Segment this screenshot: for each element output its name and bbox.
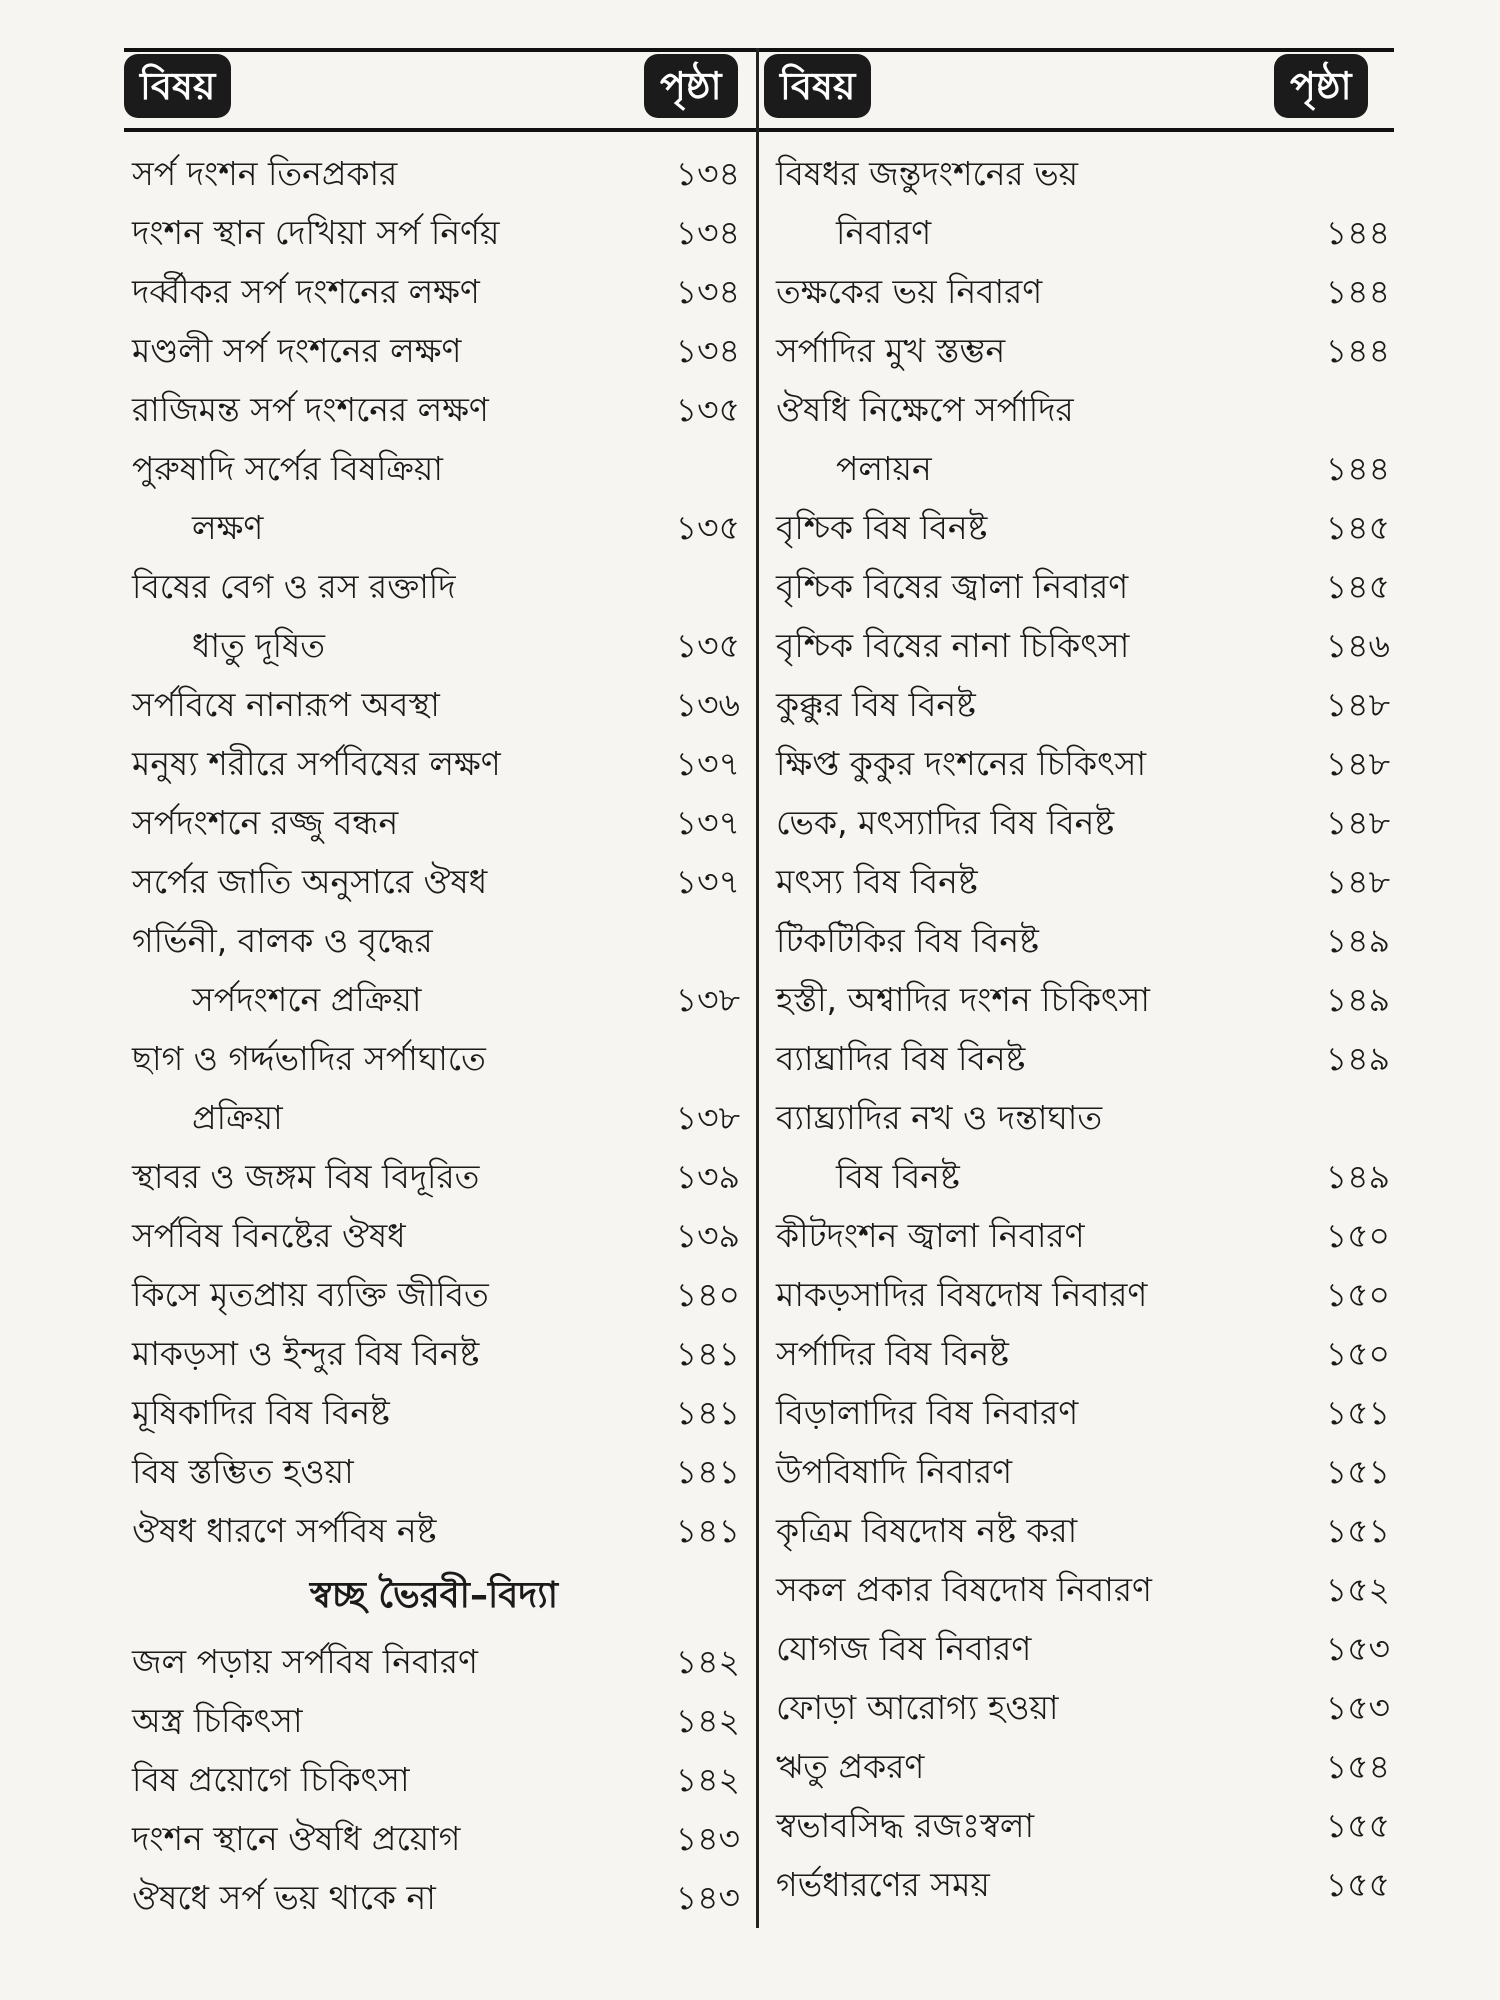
toc-entry (768, 911, 1394, 970)
entry-title: পলায়ন (836, 449, 932, 488)
entry-page-number: ১৩৪ (675, 272, 740, 311)
entry-title: কৃত্রিম বিষদোষ নষ্ট করা (776, 1511, 1078, 1550)
toc-entry (124, 1029, 744, 1088)
toc-entry (124, 203, 744, 262)
entry-page-number: ১৪৬ (1325, 626, 1390, 665)
entry-page-number: ১৩৪ (675, 331, 740, 370)
entry-title: অস্ত্র চিকিৎসা (132, 1701, 303, 1740)
toc-entry (124, 1691, 744, 1750)
entry-page-number: ১৪৯ (1325, 1157, 1390, 1196)
table-of-contents (124, 48, 1394, 1948)
entry-title: বিষ প্রয়োগে চিকিৎসা (132, 1760, 410, 1799)
entry-page-number: ১৪৪ (1325, 449, 1390, 488)
left-subject-heading: বিষয় (124, 54, 231, 118)
toc-entry (768, 1501, 1394, 1560)
entry-page-number: ১৪৪ (1325, 331, 1390, 370)
toc-entry (768, 1265, 1394, 1324)
entry-title: স্বভাবসিদ্ধ রজঃস্বলা (776, 1806, 1035, 1845)
entry-page-number: ১৫৩ (1325, 1629, 1390, 1668)
entry-page-number: ১৫৫ (1325, 1865, 1390, 1904)
entry-title: ঔষধি নিক্ষেপে সর্পাদির (776, 390, 1074, 429)
entry-page-number: ১৪৮ (1325, 862, 1390, 901)
entry-page-number: ১৫৩ (1325, 1688, 1390, 1727)
right-subject-heading: বিষয় (764, 54, 871, 118)
entry-title: নিবারণ (836, 213, 932, 252)
toc-entry (124, 675, 744, 734)
entry-page-number: ১৩৫ (675, 626, 740, 665)
entry-title: সকল প্রকার বিষদোষ নিবারণ (776, 1570, 1152, 1609)
entry-title: মাকড়সা ও ইন্দুর বিষ বিনষ্ট (132, 1334, 480, 1373)
toc-entry (768, 498, 1394, 557)
entry-title: গর্ভিনী, বালক ও বৃদ্ধের (132, 921, 433, 960)
toc-entry (124, 793, 744, 852)
toc-entry (124, 734, 744, 793)
entry-title: ছাগ ও গর্দ্দভাদির সর্পাঘাতে (132, 1039, 486, 1078)
entry-title: হস্তী, অশ্বাদির দংশন চিকিৎসা (776, 980, 1150, 1019)
toc-entry (768, 1796, 1394, 1855)
entry-title: মনুষ্য শরীরে সর্পবিষের লক্ষণ (132, 744, 501, 783)
toc-entry (124, 1868, 744, 1927)
toc-entry (124, 1147, 744, 1206)
entry-page-number: ১৩৮ (675, 1098, 740, 1137)
entry-page-number: ১৪৫ (1325, 508, 1390, 547)
toc-entry (768, 1383, 1394, 1442)
right-page-heading: পৃষ্ঠা (1274, 54, 1368, 118)
entry-title: বৃশ্চিক বিষের জ্বালা নিবারণ (776, 567, 1129, 606)
entry-title: লক্ষণ (192, 508, 264, 547)
entry-title: কুক্কুর বিষ বিনষ্ট (776, 685, 976, 724)
toc-entry (768, 1678, 1394, 1737)
entry-page-number: ১৩৫ (675, 508, 740, 547)
toc-entry (124, 1501, 744, 1560)
toc-entry (768, 380, 1394, 439)
entry-title: সর্পদংশনে রজ্জু বন্ধন (132, 803, 399, 842)
toc-entry (124, 557, 744, 616)
entry-page-number: ১৫১ (1325, 1452, 1390, 1491)
toc-entry (768, 203, 1394, 262)
toc-entry (768, 1560, 1394, 1619)
toc-entry (768, 1442, 1394, 1501)
toc-entry (768, 852, 1394, 911)
entry-page-number: ১৫১ (1325, 1393, 1390, 1432)
entry-title: স্বচ্ছ ভৈরবী–বিদ্যা (309, 1575, 559, 1616)
entry-title: মণ্ডলী সর্প দংশনের লক্ষণ (132, 331, 462, 370)
entry-page-number: ১৪৯ (1325, 980, 1390, 1019)
toc-entry (768, 557, 1394, 616)
toc-entry (124, 1750, 744, 1809)
entry-title: বিষ বিনষ্ট (836, 1157, 960, 1196)
entry-page-number: ১৪২ (675, 1701, 740, 1740)
entry-title: বৃশ্চিক বিষের নানা চিকিৎসা (776, 626, 1130, 665)
entry-page-number: ১৫৫ (1325, 1806, 1390, 1845)
toc-entry (124, 1324, 744, 1383)
entry-page-number: ১৪৮ (1325, 685, 1390, 724)
entry-title: বিড়ালাদির বিষ নিবারণ (776, 1393, 1079, 1432)
entry-page-number: ১৪০ (675, 1275, 740, 1314)
toc-entry (768, 1206, 1394, 1265)
entry-page-number: ১৪১ (675, 1393, 740, 1432)
entry-page-number: ১৩৭ (675, 744, 740, 783)
entry-page-number: ১৪১ (675, 1511, 740, 1550)
column-divider (756, 48, 759, 1928)
entry-page-number: ১৩৮ (675, 980, 740, 1019)
entry-title: সর্পের জাতি অনুসারে ঔষধ (132, 862, 488, 901)
toc-entry (768, 675, 1394, 734)
entry-page-number: ১৩৪ (675, 154, 740, 193)
toc-entry (124, 616, 744, 675)
entry-page-number: ১৩৫ (675, 390, 740, 429)
entry-title: বৃশ্চিক বিষ বিনষ্ট (776, 508, 988, 547)
toc-entry (768, 970, 1394, 1029)
entry-page-number: ১৪৯ (1325, 921, 1390, 960)
entry-title: দর্ব্বীকর সর্প দংশনের লক্ষণ (132, 272, 480, 311)
toc-entry (124, 1383, 744, 1442)
toc-entry (124, 144, 744, 203)
entry-title: তক্ষকের ভয় নিবারণ (776, 272, 1043, 311)
entry-title: মৎস্য বিষ বিনষ্ট (776, 862, 978, 901)
entry-page-number: ১৪৫ (1325, 567, 1390, 606)
toc-entry (768, 1324, 1394, 1383)
entry-page-number: ১৪২ (675, 1642, 740, 1681)
entry-title: ঋতু প্রকরণ (776, 1747, 925, 1786)
entry-page-number: ১৫০ (1325, 1334, 1390, 1373)
entry-title: রাজিমন্ত সর্প দংশনের লক্ষণ (132, 390, 489, 429)
entry-title: ঔষধ ধারণে সর্পবিষ নষ্ট (132, 1511, 437, 1550)
toc-entry (768, 262, 1394, 321)
entry-title: ক্ষিপ্ত কুকুর দংশনের চিকিৎসা (776, 744, 1147, 783)
entry-title: বিষধর জন্তুদংশনের ভয় (776, 154, 1079, 193)
toc-entry (124, 498, 744, 557)
entry-title: প্রক্রিয়া (192, 1098, 283, 1137)
entry-title: মাকড়সাদির বিষদোষ নিবারণ (776, 1275, 1148, 1314)
entry-title: ব্যাঘ্র্যাদির নখ ও দন্তাঘাত (776, 1098, 1103, 1137)
entry-title: যোগজ বিষ নিবারণ (776, 1629, 1032, 1668)
entry-page-number: ১৩৭ (675, 803, 740, 842)
header-top-rule (124, 48, 1394, 52)
entry-page-number: ১৩৭ (675, 862, 740, 901)
toc-entry (124, 1809, 744, 1868)
entry-page-number: ১৪৮ (1325, 744, 1390, 783)
entry-title: টিকটিকির বিষ বিনষ্ট (776, 921, 1039, 960)
entry-page-number: ১৪৪ (1325, 213, 1390, 252)
entry-title: সর্পবিষে নানারূপ অবস্থা (132, 685, 440, 724)
toc-entry (124, 321, 744, 380)
entry-title: সর্পাদির মুখ স্তম্ভন (776, 331, 1006, 370)
toc-entry (124, 970, 744, 1029)
toc-entry (768, 144, 1394, 203)
entry-page-number: ১৫২ (1325, 1570, 1390, 1609)
toc-entry (768, 734, 1394, 793)
entry-page-number: ১৪৪ (1325, 272, 1390, 311)
toc-entry (124, 1206, 744, 1265)
entry-title: পুরুষাদি সর্পের বিষক্রিয়া (132, 449, 443, 488)
entry-title: জল পড়ায় সর্পবিষ নিবারণ (132, 1642, 478, 1681)
toc-entry (124, 439, 744, 498)
toc-entry (768, 1855, 1394, 1914)
entry-page-number: ১৩৪ (675, 213, 740, 252)
toc-entry (768, 1147, 1394, 1206)
toc-entry (768, 1029, 1394, 1088)
toc-entry (124, 1632, 744, 1691)
entry-title: বিষের বেগ ও রস রক্তাদি (132, 567, 456, 606)
entry-page-number: ১৪৯ (1325, 1039, 1390, 1078)
entry-title: কিসে মৃতপ্রায় ব্যক্তি জীবিত (132, 1275, 489, 1314)
entry-title: ঔষধে সর্প ভয় থাকে না (132, 1878, 436, 1917)
entry-title: সর্পদংশনে প্রক্রিয়া (192, 980, 422, 1019)
entry-title: স্থাবর ও জঙ্গম বিষ বিদূরিত (132, 1157, 480, 1196)
toc-entry (124, 852, 744, 911)
entry-page-number: ১৪৩ (675, 1819, 740, 1858)
entry-page-number: ১৩৯ (675, 1157, 740, 1196)
entry-title: ভেক, মৎস্যাদির বিষ বিনষ্ট (776, 803, 1115, 842)
toc-entry (768, 439, 1394, 498)
toc-entry (768, 793, 1394, 852)
toc-entry (124, 1265, 744, 1324)
entry-page-number: ১৪৩ (675, 1878, 740, 1917)
header-bottom-rule (124, 128, 1394, 132)
left-page-heading: পৃষ্ঠা (644, 54, 738, 118)
entry-page-number: ১৫১ (1325, 1511, 1390, 1550)
toc-entry (124, 911, 744, 970)
entry-title: সর্প দংশন তিনপ্রকার (132, 154, 398, 193)
section-heading (124, 1560, 744, 1632)
entry-page-number: ১৪১ (675, 1334, 740, 1373)
right-column (768, 144, 1394, 1924)
toc-entry (768, 321, 1394, 380)
entry-page-number: ১৪৮ (1325, 803, 1390, 842)
entry-title: সর্পবিষ বিনষ্টের ঔষধ (132, 1216, 406, 1255)
entry-title: ব্যাঘ্রাদির বিষ বিনষ্ট (776, 1039, 1026, 1078)
entry-page-number: ১৫০ (1325, 1216, 1390, 1255)
entry-title: বিষ স্তম্ভিত হওয়া (132, 1452, 354, 1491)
toc-entry (124, 380, 744, 439)
entry-page-number: ১৪১ (675, 1452, 740, 1491)
toc-entry (768, 1737, 1394, 1796)
toc-entry (768, 1088, 1394, 1147)
toc-entry (768, 1619, 1394, 1678)
entry-title: গর্ভধারণের সময় (776, 1865, 990, 1904)
toc-entry (124, 1088, 744, 1147)
left-column (124, 144, 744, 1924)
entry-title: দংশন স্থানে ঔষধি প্রয়োগ (132, 1819, 461, 1858)
entry-title: মূষিকাদির বিষ বিনষ্ট (132, 1393, 390, 1432)
entry-title: ফোড়া আরোগ্য হওয়া (776, 1688, 1059, 1727)
toc-entry (124, 262, 744, 321)
toc-entry (124, 1442, 744, 1501)
entry-title: উপবিষাদি নিবারণ (776, 1452, 1013, 1491)
entry-title: সর্পাদির বিষ বিনষ্ট (776, 1334, 1009, 1373)
entry-page-number: ১৪২ (675, 1760, 740, 1799)
toc-entry (768, 616, 1394, 675)
entry-title: কীটদংশন জ্বালা নিবারণ (776, 1216, 1085, 1255)
entry-page-number: ১৩৬ (675, 685, 740, 724)
entry-title: ধাতু দূষিত (192, 626, 326, 665)
entry-page-number: ১৫৪ (1325, 1747, 1390, 1786)
entry-page-number: ১৫০ (1325, 1275, 1390, 1314)
entry-title: দংশন স্থান দেখিয়া সর্প নির্ণয় (132, 213, 500, 252)
entry-page-number: ১৩৯ (675, 1216, 740, 1255)
